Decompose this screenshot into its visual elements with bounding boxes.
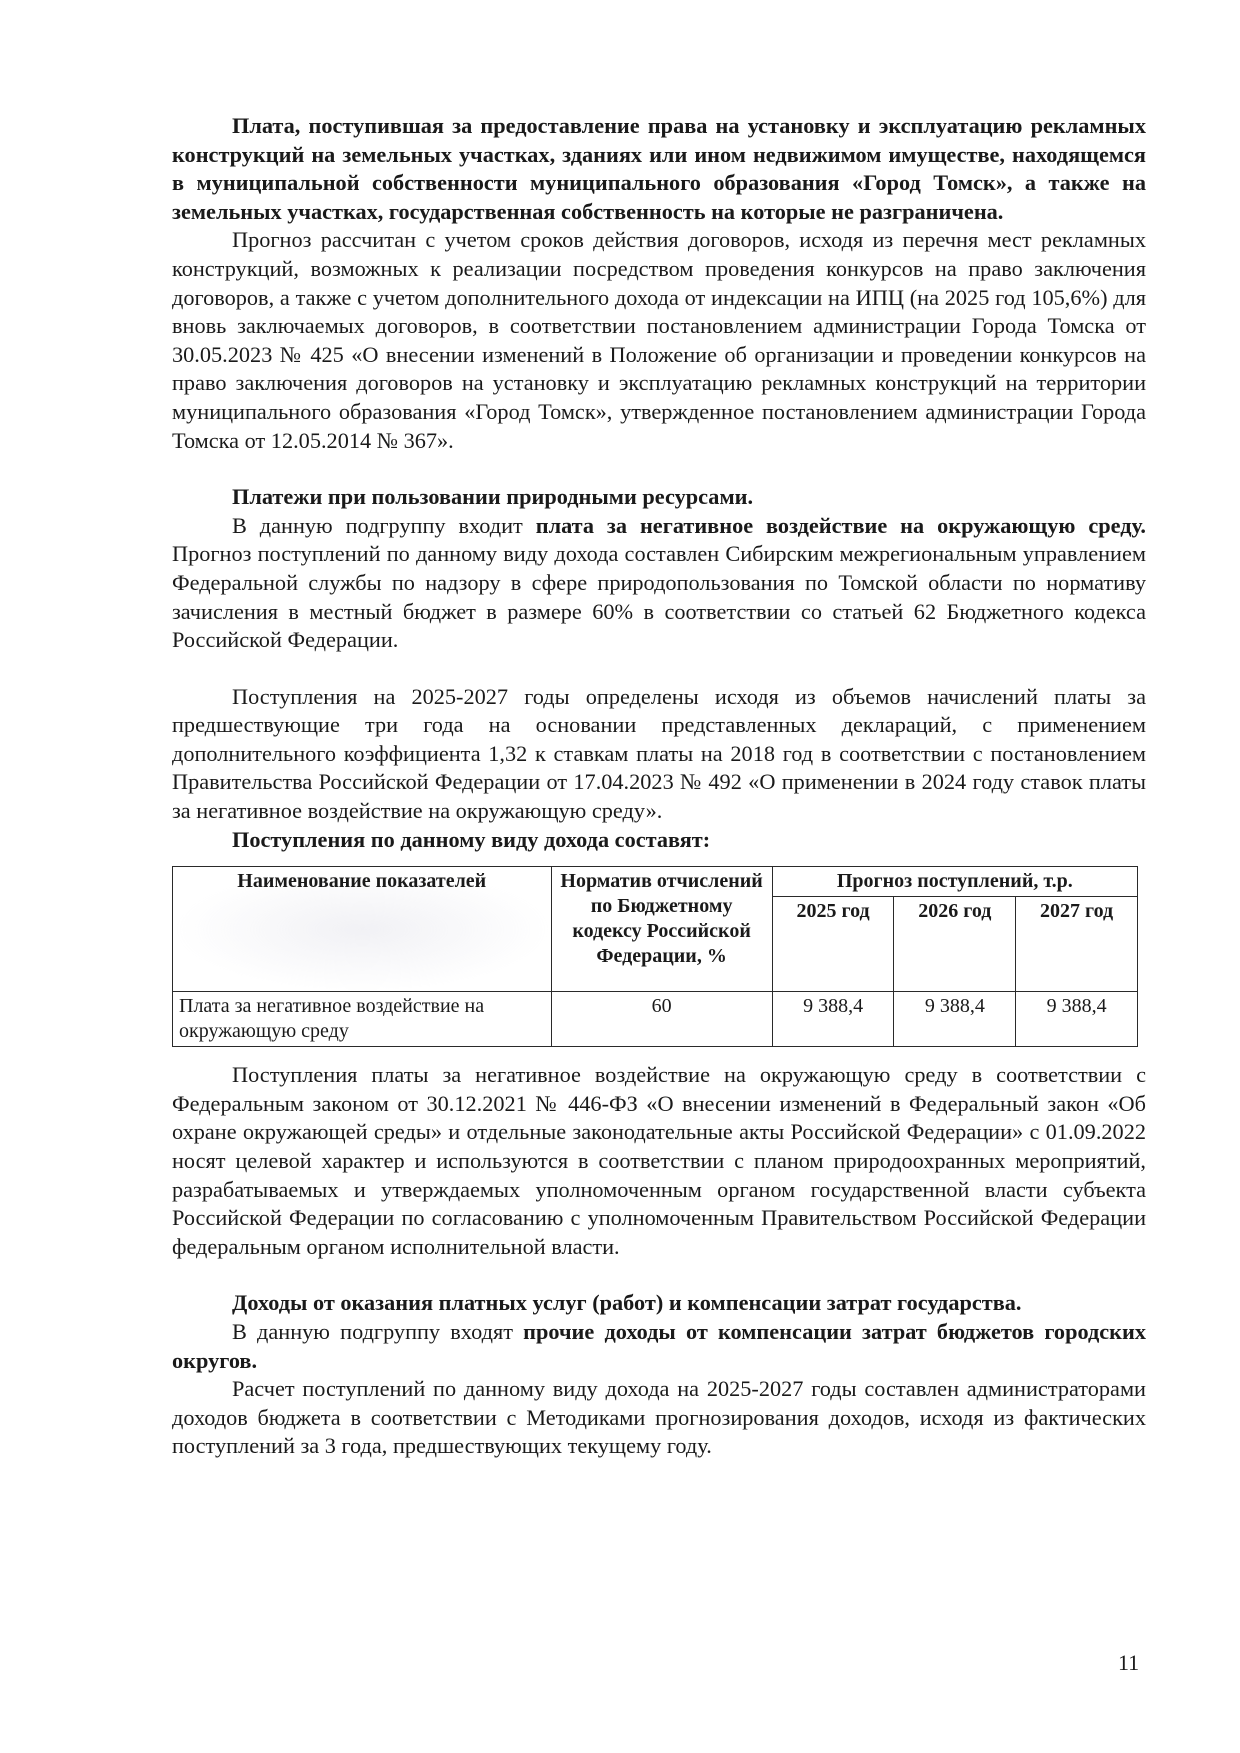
- table-row: [173, 992, 1138, 1047]
- section-advertising-heading: Плата, поступившая за предоставление права на установку и эксплуатацию рекламных конструкций на земельных участках, зданиях или ином недвижимом имуществе, находящемся в муниципальной собственности муниципального образования «Город Томск», а также на земельных участках, государственная собственность на которые не разграничена.: [172, 113, 1146, 224]
- cell-norm: 60: [551, 992, 772, 1047]
- cell-indicator-name: Плата за негативное воздействие на окружающую среду: [173, 992, 552, 1047]
- section-paid-services-paragraph-1: [172, 1318, 1146, 1375]
- cell-value-2026: 9 388,4: [894, 992, 1016, 1047]
- section-paid-services-paragraph-2: Расчет поступлений по данному виду дохода на 2025-2027 годы составлен администраторами доходов бюджета в соответствии с Методиками прогнозирования доходов, исходя из фактических поступлений за 3 года, предшествующих текущему году.: [172, 1376, 1146, 1459]
- table-caption: Поступления по данному виду дохода составят:: [232, 826, 711, 852]
- section-natural-resources-heading: Платежи при пользовании природными ресурсами.: [232, 484, 754, 510]
- paragraph-emphasis: прочие доходы от компенсации затрат бюджетов городских округов.: [172, 1319, 1146, 1373]
- section-natural-resources-paragraph-2: Поступления на 2025-2027 годы определены исходя из объемов начислений платы за предшествующие три года на основании представленных деклараций, с применением дополнительного коэффициента 1,32 к ставкам платы на 2018 год в соответствии с постановлением Правительства Российской Федерации от 17.04.2023 № 492 «О применении в 2024 году ставок платы за негативное воздействие на окружающую среду».: [172, 683, 1146, 824]
- header-forecast: Прогноз поступлений, т.р.: [772, 867, 1137, 897]
- section-paid-services-heading: Доходы от оказания платных услуг (работ) и компенсации затрат государства.: [232, 1290, 1022, 1316]
- header-year-2025: 2025 год: [772, 897, 894, 992]
- cell-value-2027: 9 388,4: [1016, 992, 1138, 1047]
- paragraph-lead: В данную подгруппу входит: [232, 512, 536, 538]
- cell-value-2025: 9 388,4: [772, 992, 894, 1047]
- paragraph-lead: В данную подгруппу входят: [232, 1319, 524, 1344]
- document-page: [172, 112, 1146, 1461]
- section-natural-resources-paragraph-3: Поступления платы за негативное воздействие на окружающую среду в соответствии с Федеральным законом от 30.12.2021 № 446-ФЗ «О внесении изменений в Федеральный закон «Об охране окружающей среды» и отдельные законодательные акты Российской Федерации» с 01.09.2022 носят целевой характер и используются в соответствии с планом природоохранных мероприятий, разрабатываемых и утверждаемых уполномоченным органом государственной власти субъекта Российской Федерации по согласованию с уполномоченным Правительством Российской Федерации федеральным органом исполнительной власти.: [172, 1062, 1146, 1259]
- paragraph-rest: Прогноз поступлений по данному виду дохода составлен Сибирским межрегиональным управлением Федеральной службы по надзору в сфере природопользования по Томской области по нормативу зачисления в местный бюджет в размере 60% в соответствии со статьей 62 Бюджетного кодекса Российской Федерации.: [172, 541, 1146, 653]
- section-advertising-paragraph: Прогноз рассчитан с учетом сроков действия договоров, исходя из перечня мест рекламных конструкций, возможных к реализации посредством проведения конкурсов на право заключения договоров, а также с учетом дополнительного дохода от индексации на ИПЦ (на 2025 год 105,6%) для вновь заключаемых договоров, в соответствии постановлением администрации Города Томска от 30.05.2023 № 425 «О внесении изменений в Положение об организации и проведении конкурсов на право заключения договоров на установку и эксплуатацию рекламных конструкций на территории муниципального образования «Город Томск», утвержденное постановлением администрации Города Томска от 12.05.2014 № 367».: [172, 227, 1146, 453]
- header-year-2026: 2026 год: [894, 897, 1016, 992]
- header-year-2027: 2027 год: [1016, 897, 1138, 992]
- header-norm: Норматив отчислений по Бюджетному кодексу Российской Федерации, %: [551, 867, 772, 992]
- table-header-row: [173, 867, 1138, 897]
- section-natural-resources-paragraph-1: [172, 512, 1146, 655]
- page-number: 11: [1118, 1650, 1140, 1675]
- header-indicator-name: Наименование показателей: [173, 867, 552, 992]
- revenue-forecast-table: [172, 866, 1138, 1047]
- paragraph-emphasis: плата за негативное воздействие на окружающую среду.: [535, 512, 1146, 538]
